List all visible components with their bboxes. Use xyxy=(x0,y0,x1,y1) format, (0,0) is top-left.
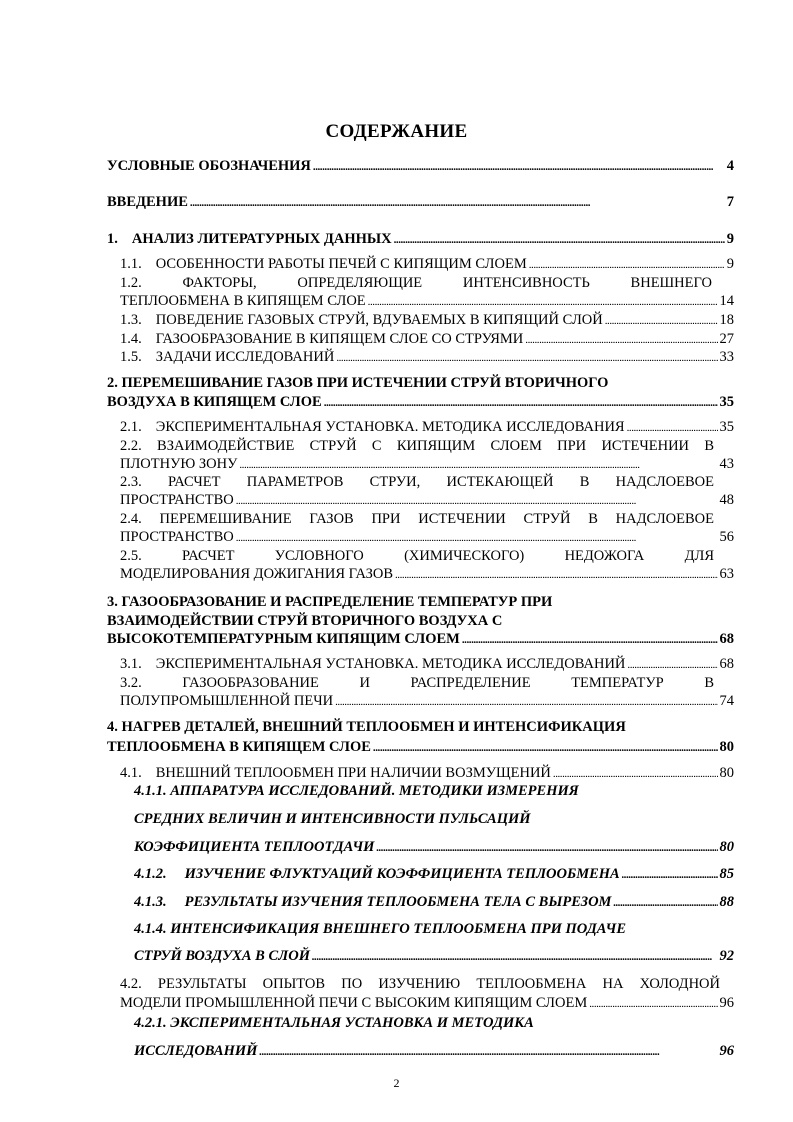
toc-leader xyxy=(589,993,717,1014)
toc-section-2-5-line1[interactable]: 2.5. РАСЧЕТ УСЛОВНОГО (ХИМИЧЕСКОГО) НЕДОЖОГА ДЛЯ xyxy=(120,548,714,564)
toc-entry-title: ЭКСПЕРИМЕНТАЛЬНАЯ УСТАНОВКА. МЕТОДИКА ИССЛЕДОВАНИЙ xyxy=(155,656,626,672)
toc-entry-number: 2.1. xyxy=(120,419,142,435)
toc-page-number: 63 xyxy=(719,566,734,582)
toc-entry-title: ЭКСПЕРИМЕНТАЛЬНАЯ УСТАНОВКА. МЕТОДИКА ИССЛЕДОВАНИЯ xyxy=(155,419,625,435)
toc-section-4-2[interactable] xyxy=(120,992,734,1014)
toc-section-2-5[interactable] xyxy=(120,563,734,585)
toc-page-number: 68 xyxy=(719,631,734,647)
toc-page-number: 9 xyxy=(726,256,734,272)
toc-page-number: 85 xyxy=(719,866,734,882)
toc-entry-title: ПРОСТРАНСТВО xyxy=(120,529,234,545)
toc-entry-number: 1.4. xyxy=(120,331,142,347)
toc-entry-title: ОСОБЕННОСТИ РАБОТЫ ПЕЧЕЙ С КИПЯЩИМ СЛОЕМ xyxy=(155,256,527,272)
toc-entry-title: ИЗУЧЕНИЕ ФЛУКТУАЦИЙ КОЭФФИЦИЕНТА ТЕПЛООБМЕНА xyxy=(184,866,620,882)
toc-subsection-4-2-1-line1[interactable]: 4.2.1. ЭКСПЕРИМЕНТАЛЬНАЯ УСТАНОВКА И МЕТОДИКА xyxy=(134,1015,534,1031)
toc-entry-title: ТЕПЛООБМЕНА В КИПЯЩЕМ СЛОЕ xyxy=(107,739,371,755)
toc-page-number: 27 xyxy=(719,331,734,347)
toc-leader xyxy=(376,837,717,858)
toc-entry-number: 4.1.2. xyxy=(134,866,167,882)
toc-page-number: 14 xyxy=(719,293,734,309)
toc-entry-title: ЗАДАЧИ ИССЛЕДОВАНИЙ xyxy=(155,349,335,365)
toc-section-1-5[interactable] xyxy=(120,346,734,368)
toc-page-number: 96 xyxy=(719,1043,734,1059)
toc-entry-title: ВНЕШНИЙ ТЕПЛООБМЕН ПРИ НАЛИЧИИ ВОЗМУЩЕНИЙ xyxy=(155,765,551,781)
toc-entry-title: СТРУЙ ВОЗДУХА В СЛОЙ xyxy=(134,948,310,964)
toc-section-3-2-line1[interactable]: 3.2. ГАЗООБРАЗОВАНИЕ И РАСПРЕДЕЛЕНИЕ ТЕМПЕРАТУР В xyxy=(120,675,714,691)
toc-entry-title: ПРОСТРАНСТВО xyxy=(120,492,234,508)
toc-chapter-3-line2[interactable]: ВЗАИМОДЕЙСТВИИ СТРУЙ ВТОРИЧНОГО ВОЗДУХА С xyxy=(107,613,503,629)
page-title: СОДЕРЖАНИЕ xyxy=(325,121,468,142)
toc-leader xyxy=(394,229,725,250)
toc-leader xyxy=(336,347,717,368)
toc-leader xyxy=(312,946,718,967)
toc-entry-number: 1.3. xyxy=(120,312,142,328)
toc-page-number: 7 xyxy=(726,194,734,210)
toc-entry-title: МОДЕЛИ ПРОМЫШЛЕННОЙ ПЕЧИ С ВЫСОКИМ КИПЯЩИМ СЛОЕМ xyxy=(120,995,588,1011)
toc-leader xyxy=(622,864,718,885)
toc-entry-title: ТЕПЛООБМЕНА В КИПЯЩЕМ СЛОЕ xyxy=(120,293,366,309)
toc-chapter-2-line1[interactable]: 2. ПЕРЕМЕШИВАНИЕ ГАЗОВ ПРИ ИСТЕЧЕНИИ СТРУЙ ВТОРИЧНОГО xyxy=(107,375,609,391)
toc-entry-title: ВЫСОКОТЕМПЕРАТУРНЫМ КИПЯЩИМ СЛОЕМ xyxy=(107,631,460,647)
toc-subsection-4-1-4[interactable] xyxy=(134,945,734,967)
toc-subsection-4-1-3[interactable] xyxy=(134,891,734,913)
toc-chapter-3[interactable] xyxy=(107,628,734,650)
toc-leader xyxy=(313,156,725,177)
toc-entry-title: ПЛОТНУЮ ЗОНУ xyxy=(120,456,238,472)
toc-page-number: 35 xyxy=(719,394,734,410)
toc-page-number: 35 xyxy=(719,419,734,435)
toc-subsection-4-1-4-line1[interactable]: 4.1.4. ИНТЕНСИФИКАЦИЯ ВНЕШНЕГО ТЕПЛООБМЕНА ПРИ ПОДАЧЕ xyxy=(134,921,627,937)
toc-chapter-1[interactable] xyxy=(107,228,734,250)
toc-entry-title: АНАЛИЗ ЛИТЕРАТУРНЫХ ДАННЫХ xyxy=(131,231,392,247)
toc-page-number: 88 xyxy=(719,894,734,910)
toc-section-1-2-line1[interactable]: 1.2. ФАКТОРЫ, ОПРЕДЕЛЯЮЩИЕ ИНТЕНСИВНОСТЬ ВНЕШНЕГО xyxy=(120,275,712,291)
toc-leader xyxy=(462,629,718,650)
toc-page-number: 80 xyxy=(719,839,734,855)
toc-entry-title: ПОВЕДЕНИЕ ГАЗОВЫХ СТРУЙ, ВДУВАЕМЫХ В КИПЯЩИЙ СЛОЙ xyxy=(155,312,603,328)
toc-subsection-4-1-1-line1[interactable]: 4.1.1. АППАРАТУРА ИССЛЕДОВАНИЙ. МЕТОДИКИ ИЗМЕРЕНИЯ xyxy=(134,783,579,799)
toc-entry-title: ИССЛЕДОВАНИЙ xyxy=(134,1043,258,1059)
toc-page-number: 4 xyxy=(726,158,734,174)
toc-section-3-2[interactable] xyxy=(120,690,734,712)
toc-entry-title: КОЭФФИЦИЕНТА ТЕПЛООТДАЧИ xyxy=(134,839,375,855)
toc-entry-title: УСЛОВНЫЕ ОБОЗНАЧЕНИЯ xyxy=(107,158,311,174)
toc-leader xyxy=(613,892,717,913)
toc-page-number: 68 xyxy=(719,656,734,672)
toc-entry-number: 4.1. xyxy=(120,765,142,781)
toc-page-number: 33 xyxy=(719,349,734,365)
toc-entry-title: РЕЗУЛЬТАТЫ ИЗУЧЕНИЯ ТЕПЛООБМЕНА ТЕЛА С ВЫРЕЗОМ xyxy=(184,894,612,910)
toc-subsection-4-2-1[interactable] xyxy=(134,1040,734,1062)
toc-subsection-4-1-1-line2[interactable]: СРЕДНИХ ВЕЛИЧИН И ИНТЕНСИВНОСТИ ПУЛЬСАЦИЙ xyxy=(134,811,531,827)
toc-entry-introduction[interactable] xyxy=(107,191,734,213)
toc-leader xyxy=(395,564,718,585)
toc-chapter-4[interactable] xyxy=(107,736,734,758)
toc-entry-number: 1.1. xyxy=(120,256,142,272)
toc-leader xyxy=(373,737,718,758)
toc-page-number: 74 xyxy=(719,693,734,709)
toc-chapter-4-line1[interactable]: 4. НАГРЕВ ДЕТАЛЕЙ, ВНЕШНИЙ ТЕПЛООБМЕН И ИНТЕНСИФИКАЦИЯ xyxy=(107,719,626,735)
toc-section-2-3-line1[interactable]: 2.3. РАСЧЕТ ПАРАМЕТРОВ СТРУИ, ИСТЕКАЮЩЕЙ В НАДСЛОЕВОЕ xyxy=(120,474,714,490)
toc-leader xyxy=(259,1041,717,1062)
toc-entry-title: ГАЗООБРАЗОВАНИЕ В КИПЯЩЕМ СЛОЕ СО СТРУЯМИ xyxy=(155,331,524,347)
toc-subsection-4-1-2[interactable] xyxy=(134,863,734,885)
toc-entry-number: 3.1. xyxy=(120,656,142,672)
toc-leader xyxy=(190,192,725,213)
toc-page-number: 48 xyxy=(719,492,734,508)
toc-leader xyxy=(324,392,718,413)
toc-page-number: 80 xyxy=(719,765,734,781)
toc-entry-number: 1. xyxy=(107,231,118,247)
toc-page-number: 96 xyxy=(719,995,734,1011)
toc-page-number: 56 xyxy=(719,529,734,545)
toc-chapter-2[interactable] xyxy=(107,391,734,413)
toc-entry-number: 4.1.3. xyxy=(134,894,167,910)
toc-subsection-4-1-1[interactable] xyxy=(134,836,734,858)
toc-page-number: 80 xyxy=(719,739,734,755)
toc-entry-title: ВВЕДЕНИЕ xyxy=(107,194,188,210)
page-number: 2 xyxy=(393,1076,400,1090)
toc-page-number: 9 xyxy=(726,231,734,247)
toc-chapter-3-line1[interactable]: 3. ГАЗООБРАЗОВАНИЕ И РАСПРЕДЕЛЕНИЕ ТЕМПЕРАТУР ПРИ xyxy=(107,594,553,610)
toc-entry-title: МОДЕЛИРОВАНИЯ ДОЖИГАНИЯ ГАЗОВ xyxy=(120,566,393,582)
toc-section-2-2-line1[interactable]: 2.2. ВЗАИМОДЕЙСТВИЕ СТРУЙ С КИПЯЩИМ СЛОЕМ ПРИ ИСТЕЧЕНИИ В xyxy=(120,438,714,454)
toc-entry-title: ВОЗДУХА В КИПЯЩЕМ СЛОЕ xyxy=(107,394,322,410)
toc-entry-title: ПОЛУПРОМЫШЛЕННОЙ ПЕЧИ xyxy=(120,693,334,709)
toc-entry-number: 1.5. xyxy=(120,349,142,365)
toc-page-number: 43 xyxy=(719,456,734,472)
toc-leader xyxy=(335,691,717,712)
toc-section-4-2-line1[interactable]: 4.2. РЕЗУЛЬТАТЫ ОПЫТОВ ПО ИЗУЧЕНИЮ ТЕПЛООБМЕНА НА ХОЛОДНОЙ xyxy=(120,976,720,992)
toc-entry-symbols[interactable] xyxy=(107,155,734,177)
toc-section-2-4-line1[interactable]: 2.4. ПЕРЕМЕШИВАНИЕ ГАЗОВ ПРИ ИСТЕЧЕНИИ СТРУЙ В НАДСЛОЕВОЕ xyxy=(120,511,714,527)
toc-page-number: 18 xyxy=(719,312,734,328)
toc-page-number: 92 xyxy=(719,948,734,964)
